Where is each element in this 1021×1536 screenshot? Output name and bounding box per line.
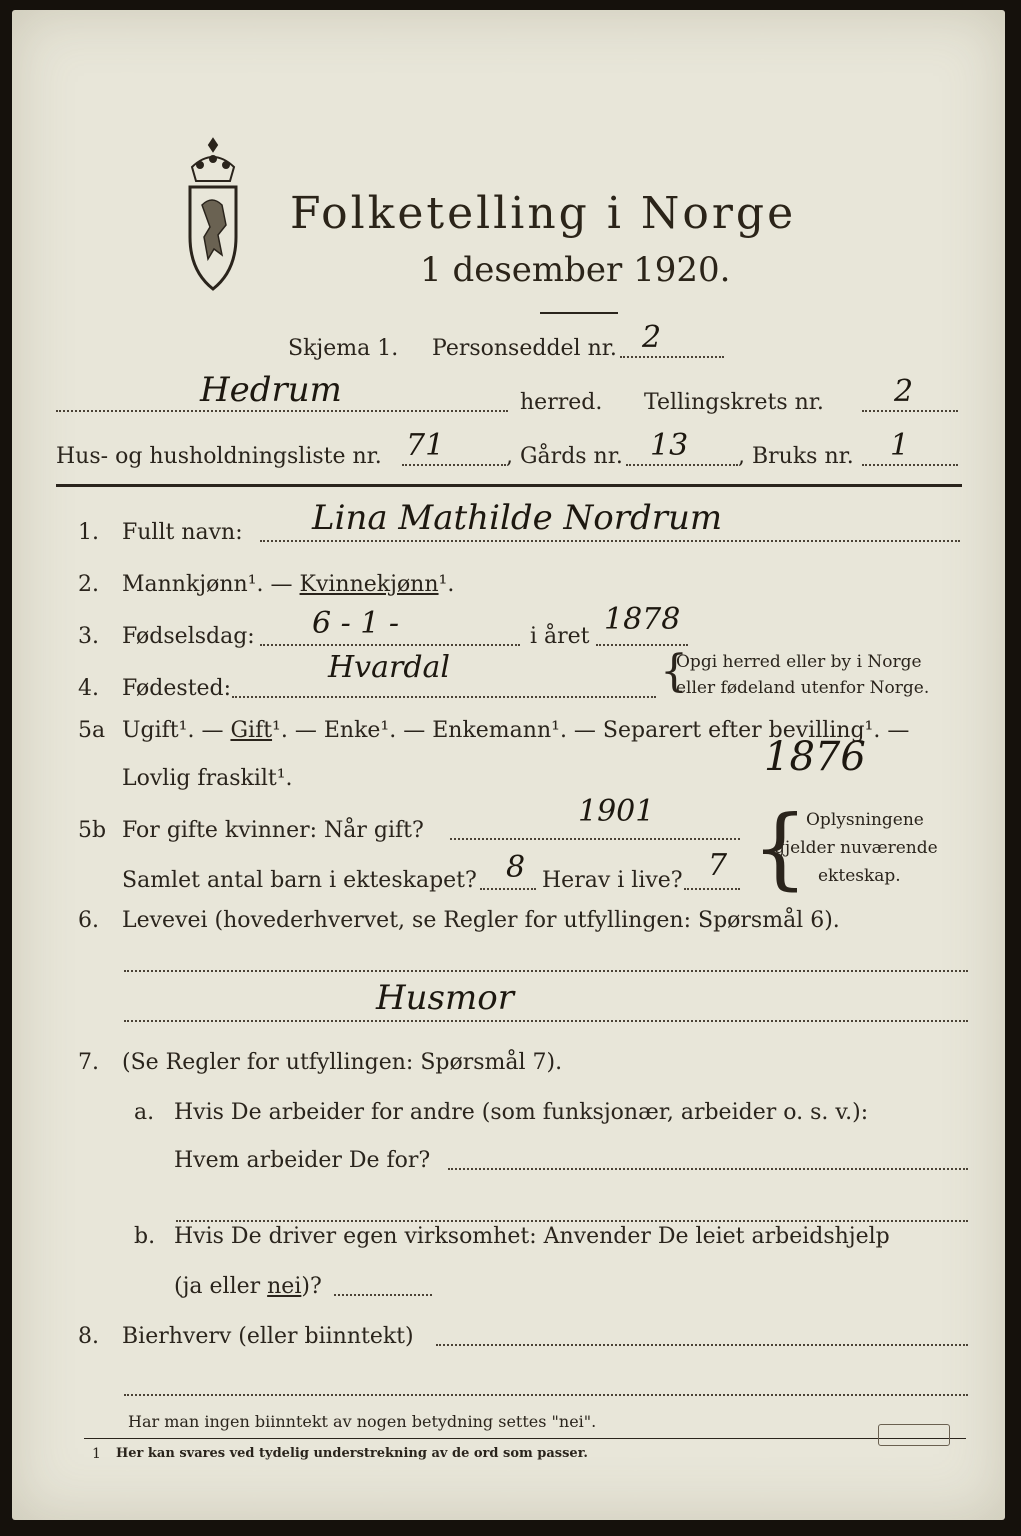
census-date: 1 desember 1920.	[420, 250, 731, 290]
q1-field-line	[260, 540, 960, 542]
q4-note-brace: {	[660, 646, 688, 697]
footnote-separator	[84, 1438, 966, 1439]
q5a-married-option-underlined: Gift	[230, 718, 273, 743]
q2-gender	[122, 572, 454, 597]
household-list-field-line	[402, 464, 506, 466]
q4-birthplace-field-line	[232, 696, 656, 698]
title-divider	[540, 312, 618, 314]
q7a-employer-field-line	[448, 1168, 968, 1170]
q8-label: Bierhverv (eller biinntekt)	[122, 1324, 414, 1349]
q2-number: 2.	[78, 572, 99, 597]
q3-label: Fødselsdag:	[122, 624, 255, 649]
q7b-question-mark: )?	[301, 1274, 322, 1299]
header-separator	[56, 484, 962, 487]
bruks-label: , Bruks nr.	[738, 444, 854, 469]
herred-field-line	[56, 410, 508, 412]
q5b-label: For gifte kvinner: Når gift?	[122, 818, 424, 843]
q8-number: 8.	[78, 1324, 99, 1349]
q7a-employer-label: Hvem arbeider De for?	[174, 1148, 431, 1173]
footnote-mark: 1	[92, 1446, 101, 1462]
q5b-children-value: 8	[506, 850, 526, 885]
q8-field-line-1	[436, 1344, 968, 1346]
q2-male-option: Mannkjønn¹. —	[122, 572, 293, 597]
q5b-note-brace: {	[752, 796, 808, 899]
tellingskrets-label: Tellingskrets nr.	[644, 390, 824, 415]
q4-birthplace-value: Hvardal	[328, 650, 451, 685]
q6-number: 6.	[78, 908, 99, 933]
q3-number: 3.	[78, 624, 99, 649]
q3-birthday-field-line	[260, 644, 520, 646]
q5b-children-field-line	[480, 888, 536, 890]
personseddel-label: Personseddel nr.	[432, 336, 617, 361]
q5a-number: 5a	[78, 718, 106, 743]
herred-value: Hedrum	[200, 370, 342, 410]
q5b-note-line-3: ekteskap.	[818, 866, 901, 886]
printer-stamp-icon	[878, 1424, 950, 1446]
no-income-note: Har man ingen biinntekt av nogen betydning settes "nei".	[128, 1412, 597, 1431]
q7b-field-line	[334, 1294, 432, 1296]
q6-label: Levevei (hovederhvervet, se Regler for utfyllingen: Spørsmål 6).	[122, 908, 840, 933]
q5b-number: 5b	[78, 818, 107, 843]
q5b-note-line-2: gjelder nuværende	[774, 838, 938, 858]
form-title: Folketelling i Norge	[290, 188, 797, 239]
q7b-yes-or: (ja eller	[174, 1274, 268, 1299]
bruks-field-line	[862, 464, 958, 466]
q5b-note-line-1: Oplysningene	[806, 810, 924, 830]
q7b-no-option-underlined: nei	[267, 1274, 302, 1299]
bruks-value: 1	[890, 428, 910, 463]
herred-label: herred.	[520, 390, 603, 415]
q7a-field-line-2	[176, 1220, 968, 1222]
q6-field-line-2	[124, 1020, 968, 1022]
q7b-answer-label	[174, 1274, 322, 1299]
gards-value: 13	[650, 428, 689, 463]
q5a-divorced-option: Lovlig fraskilt¹.	[122, 766, 293, 791]
q7b-letter: b.	[134, 1224, 156, 1249]
tellingskrets-value: 2	[894, 374, 914, 409]
coat-of-arms-icon	[170, 135, 256, 295]
q1-label: Fullt navn:	[122, 520, 243, 545]
q2-female-footnote: ¹.	[438, 572, 455, 597]
q5b-children-label: Samlet antal barn i ekteskapet?	[122, 868, 477, 893]
q3-year-value: 1878	[604, 602, 681, 637]
household-list-label: Hus- og husholdningsliste nr.	[56, 444, 382, 469]
q3-birthday-value: 6 - 1 -	[312, 606, 400, 641]
q1-number: 1.	[78, 520, 99, 545]
household-list-value: 71	[406, 428, 445, 463]
q5a-handwritten-note: 1876	[764, 734, 866, 780]
q7a-letter: a.	[134, 1100, 155, 1125]
gards-field-line	[626, 464, 738, 466]
tellingskrets-field-line	[862, 410, 958, 412]
census-form-page	[12, 10, 1005, 1520]
q5a-unmarried-option: Ugift¹. —	[122, 718, 224, 743]
footnote-text: Her kan svares ved tydelig understrekning av de ord som passer.	[116, 1446, 588, 1461]
q7a-label: Hvis De arbeider for andre (som funksjonær, arbeider o. s. v.):	[174, 1100, 869, 1125]
q4-label: Fødested:	[122, 676, 232, 701]
q5b-alive-value: 7	[708, 848, 728, 883]
q6-field-line-1	[124, 970, 968, 972]
q5b-married-year-value: 1901	[578, 794, 655, 829]
q5a-other-options: ¹. — Enke¹. — Enkemann¹. — Separert efter bevilling¹. —	[272, 718, 910, 743]
q7-number: 7.	[78, 1050, 99, 1075]
q1-full-name-value: Lina Mathilde Nordrum	[312, 498, 723, 538]
q3-year-label: i året	[530, 624, 590, 649]
personseddel-field-line	[620, 356, 724, 358]
schema-label: Skjema 1.	[288, 336, 399, 361]
q4-note-line-1: Opgi herred eller by i Norge	[676, 652, 922, 672]
personseddel-value: 2	[642, 320, 662, 355]
q5b-married-field-line	[450, 838, 740, 840]
gards-label: , Gårds nr.	[506, 444, 623, 469]
q7b-label: Hvis De driver egen virksomhet: Anvender De leiet arbeidshjelp	[174, 1224, 890, 1249]
q4-note-line-2: eller fødeland utenfor Norge.	[676, 678, 930, 698]
q7-label: (Se Regler for utfyllingen: Spørsmål 7).	[122, 1050, 563, 1075]
q5b-alive-label: Herav i live?	[542, 868, 683, 893]
q6-occupation-value: Husmor	[376, 978, 514, 1018]
q8-field-line-2	[124, 1394, 968, 1396]
q4-number: 4.	[78, 676, 99, 701]
q2-female-option-underlined: Kvinnekjønn	[299, 572, 439, 597]
q5b-alive-field-line	[684, 888, 740, 890]
